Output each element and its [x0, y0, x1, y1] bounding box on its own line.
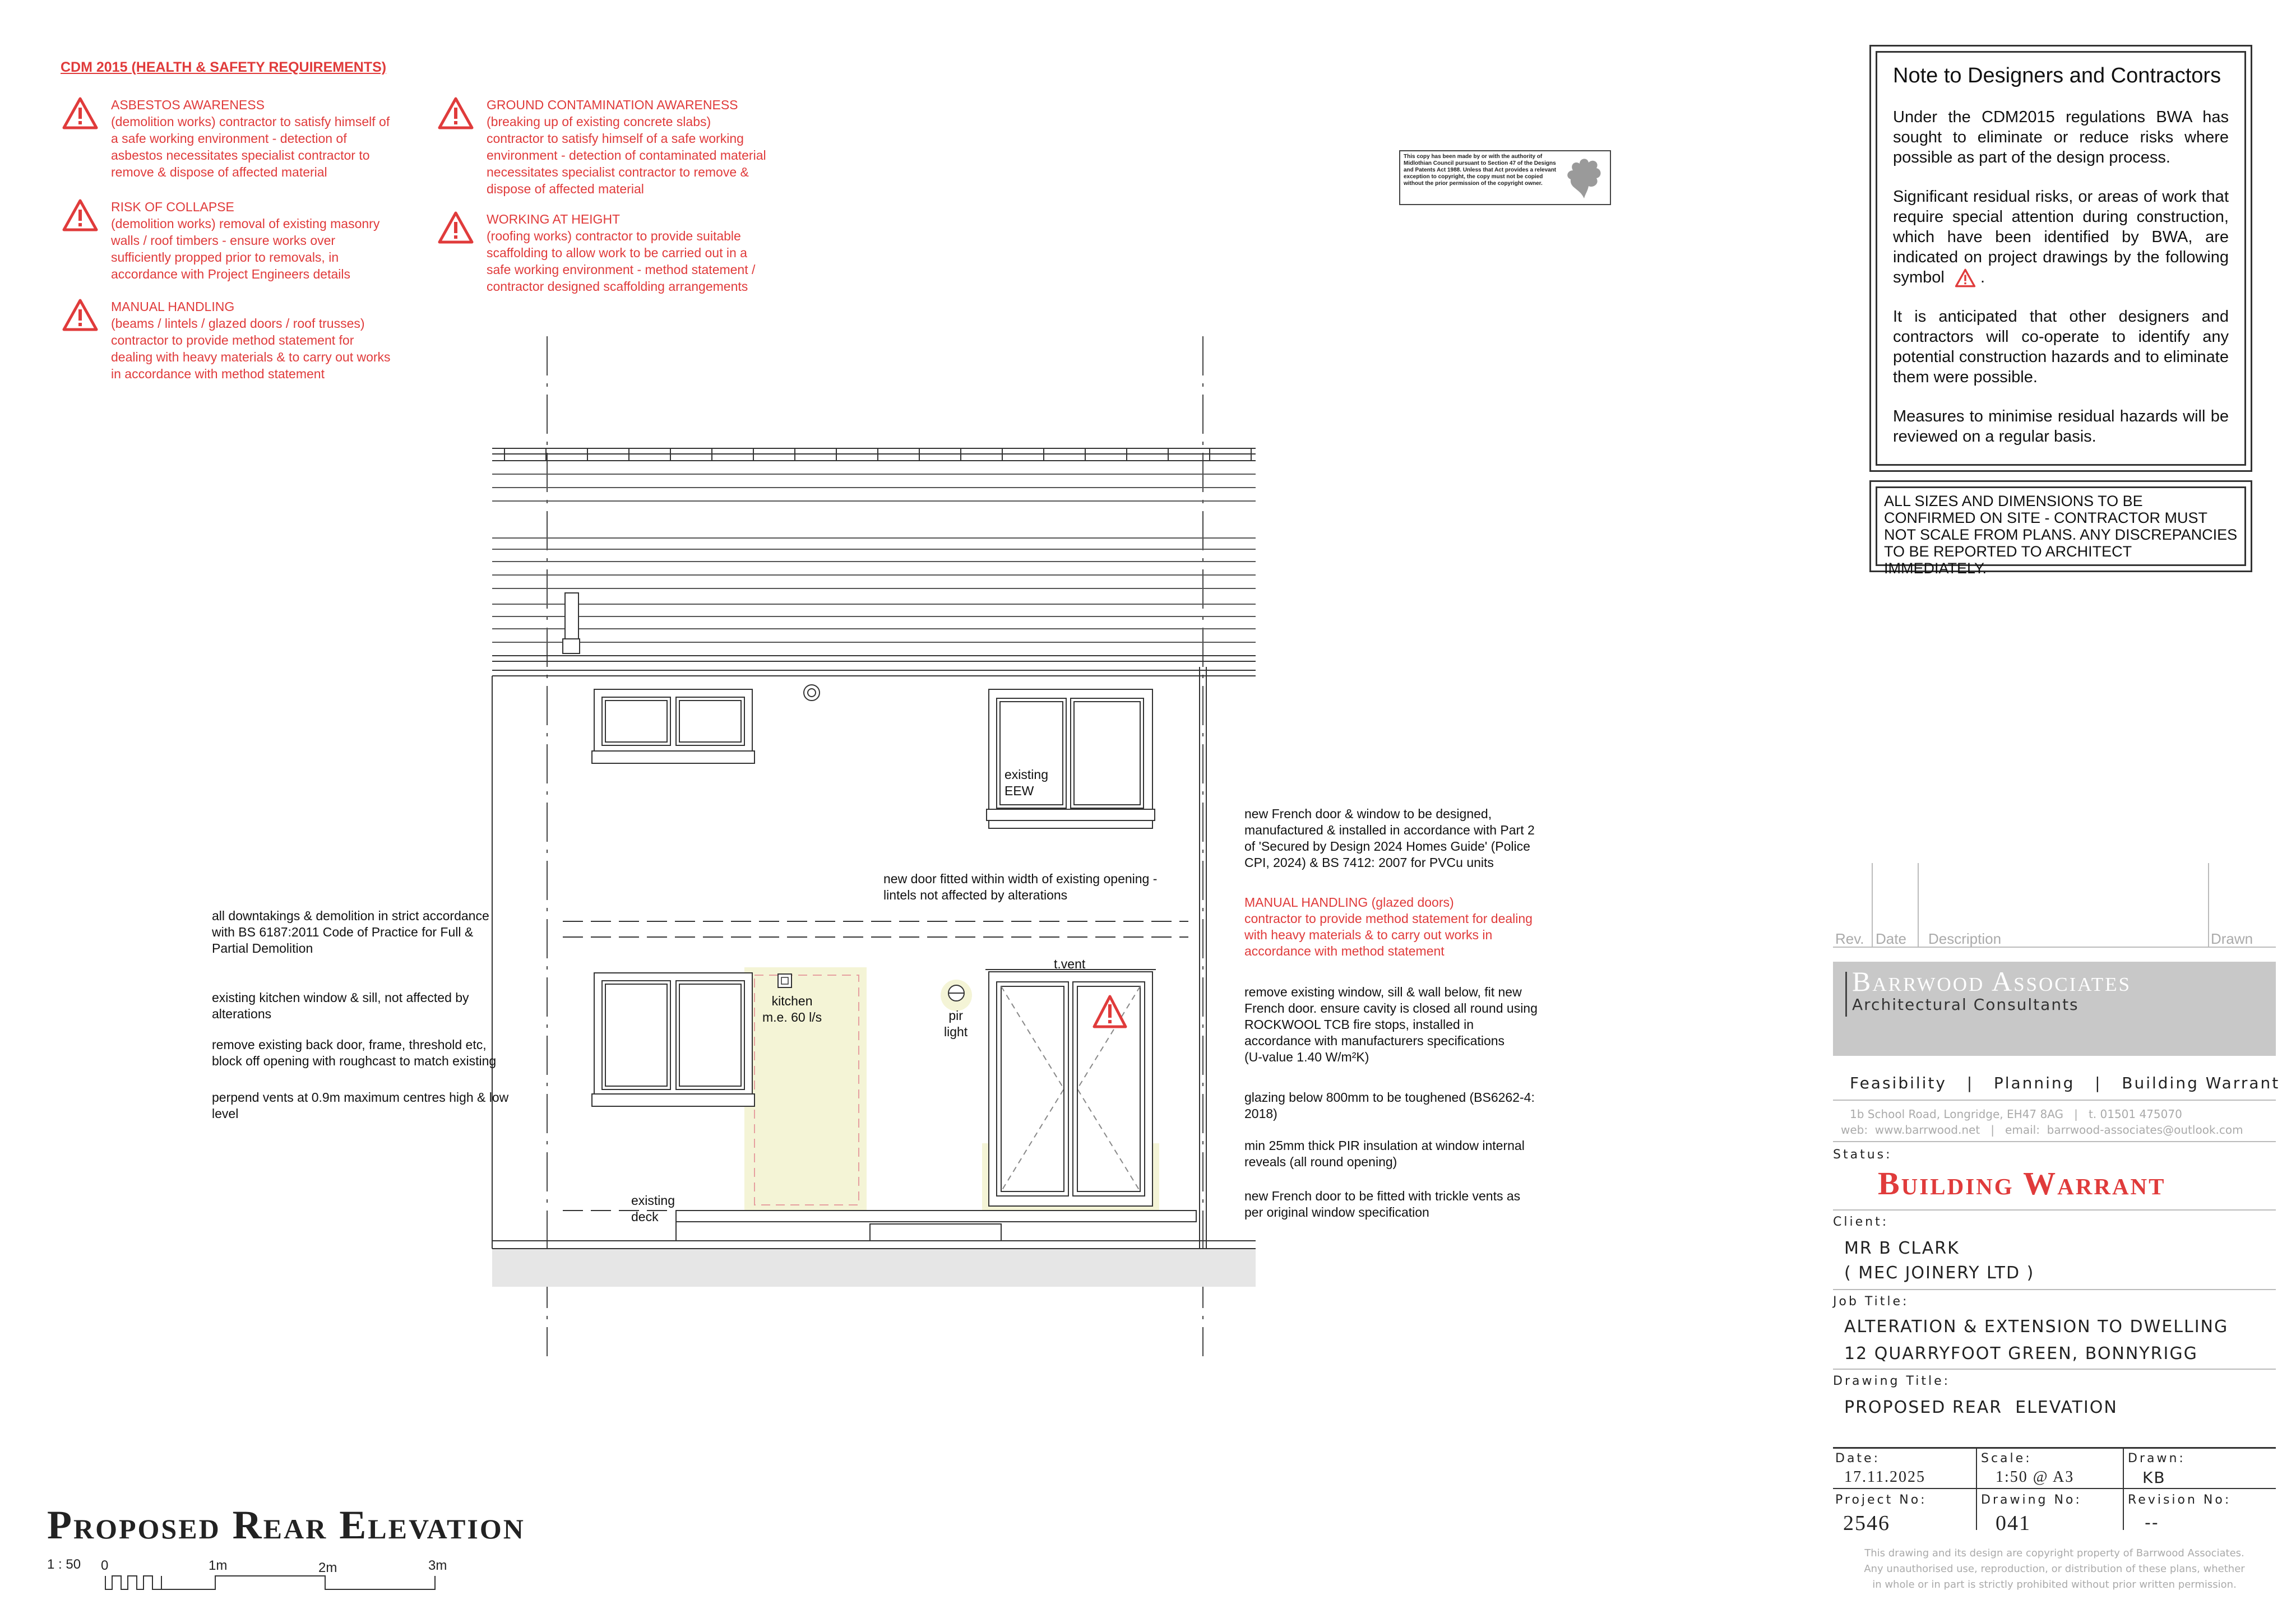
scale-bar-graphic — [105, 1576, 435, 1589]
project-no-value: 2546 — [1843, 1511, 1890, 1535]
hazard-text: WORKING AT HEIGHT (roofing works) contractor to provide suitable scaffolding to allow work to be carried out in a safe working environment - method statement / contractor designed scaffolding arrangements — [487, 212, 756, 294]
french-door-design-note: new French door & window to be designed, manufactured & installed in accordance with Part 2 of 'Secured by Design 2024 Homes Guide' (Police CPI, 2024) & BS 7412: 2007 for PVCu units — [1244, 806, 1535, 870]
french-doors — [985, 970, 1156, 1206]
services-line: Feasibility | Planning | Building Warrant — [1850, 1074, 2280, 1092]
firm-subtitle: Architectural Consultants — [1852, 995, 2079, 1014]
designers-note-p4: Measures to minimise residual hazards will be reviewed on a regular basis. — [1893, 407, 2229, 446]
job-title-line-2: 12 QUARRYFOOT GREEN, BONNYRIGG — [1844, 1344, 2198, 1364]
designers-note-p3: It is anticipated that other designers and contractors will co-operate to identify any potential construction hazards and to eliminate them were possible. — [1893, 308, 2229, 387]
client-company: ( MEC JOINERY LTD ) — [1844, 1263, 2035, 1283]
drawing-no-label: Drawing No: — [1981, 1493, 2082, 1507]
hazard-text: ASBESTOS AWARENESS (demolition works) contractor to satisfy himself of a safe working environment - detection of asbestos necessitates specialist contractor to remove & dispose of affected material — [111, 98, 390, 179]
client-divider — [1833, 1289, 2276, 1290]
kitchen-extract-label: kitchen m.e. 60 l/s — [762, 994, 822, 1024]
revision-no-label: Revision No: — [2128, 1493, 2232, 1507]
rev-header-rev: Rev. — [1835, 930, 1864, 947]
hazard-text: RISK OF COLLAPSE (demolition works) removal of existing masonry walls / roof timbers - ensure works over sufficiently propped prior to removals, in accordance with Project Engineers details — [111, 200, 380, 281]
info-grid-lines — [1833, 1447, 2276, 1531]
firm-band-divider — [1845, 972, 1847, 1017]
remove-window-note: remove existing window, sill & wall below, fit new French door. ensure cavity is closed all round using ROCKWOOL TCB fire stops, installed in accordance with manufacturers specifications (U-value 1.40 W/m²K) — [1244, 985, 1538, 1064]
existing-eew-label: existing EEW — [1004, 767, 1048, 798]
designers-note-p2: Significant residual risks, or areas of work that require special attention during construction, which have been identified by BWA, are indicated on project drawings by the following symbol . — [1893, 187, 2229, 287]
scale-ratio: 1 : 50 — [47, 1557, 81, 1572]
perpend-vents-note: perpend vents at 0.9m maximum centres high & low level — [212, 1090, 509, 1121]
roof-tile-courses — [492, 474, 1256, 642]
downtakings-note: all downtakings & demolition in strict accordance with BS 6187:2011 Code of Practice for Full & Partial Demolition — [212, 908, 489, 956]
sizes-note-text: ALL SIZES AND DIMENSIONS TO BE CONFIRMED ON SITE - CONTRACTOR MUST NOT SCALE FROM PLANS. ANY DISCREPANCIES TO BE REPORTED TO ARCHITECT IMMEDIATELY. — [1876, 486, 2246, 566]
trickle-vents-note: new French door to be fitted with trickle vents as per original window specification — [1244, 1189, 1521, 1219]
scale-label: Scale: — [1981, 1452, 2032, 1466]
scale-label-2: 2m — [318, 1560, 337, 1575]
drawing-title-value: PROPOSED REAR ELEVATION — [1844, 1398, 2118, 1417]
status-label: Status: — [1833, 1148, 1892, 1162]
upper-right-window-eew — [987, 689, 1155, 828]
designers-note-heading: Note to Designers and Contractors — [1893, 64, 2221, 87]
scale-label-0: 0 — [101, 1558, 109, 1573]
firm-name: Barrwood Associates — [1852, 966, 2131, 997]
kitchen-window-note: existing kitchen window & sill, not affected by alterations — [212, 990, 469, 1021]
address-divider — [1833, 1141, 2276, 1142]
cdm-title: CDM 2015 (HEALTH & SAFETY REQUIREMENTS) — [61, 59, 387, 75]
pir-insulation-note: min 25mm thick PIR insulation at window internal reveals (all round opening) — [1244, 1138, 1525, 1169]
firm-web-email: web: www.barrwood.net | email: barrwood-associates@outlook.com — [1841, 1123, 2243, 1137]
date-value: 17.11.2025 — [1844, 1468, 1925, 1486]
drawn-value: KB — [2142, 1468, 2166, 1487]
date-label: Date: — [1835, 1452, 1880, 1466]
project-no-label: Project No: — [1835, 1493, 1927, 1507]
client-name: MR B CLARK — [1844, 1239, 1960, 1258]
designers-note-p1: Under the CDM2015 regulations BWA has sought to eliminate or reduce risks where possible as part of the design process. — [1893, 108, 2229, 166]
kitchen-window — [592, 973, 754, 1106]
client-label: Client: — [1833, 1215, 1889, 1229]
manual-handling-glazed-note: MANUAL HANDLING (glazed doors) contractor to provide method statement for dealing with heavy materials & to carry out works in accordance with method statement — [1244, 895, 1533, 958]
drawn-label: Drawn: — [2128, 1452, 2186, 1466]
pir-light-icon — [948, 985, 964, 1001]
status-value: Building Warrant — [1878, 1165, 2166, 1202]
job-title-line-1: ALTERATION & EXTENSION TO DWELLING — [1844, 1317, 2229, 1337]
job-divider — [1833, 1369, 2276, 1370]
eaves-lines — [492, 656, 1256, 676]
wall-light-fitting — [804, 685, 820, 701]
job-title-label: Job Title: — [1833, 1295, 1909, 1309]
rev-header-drawn: Drawn — [2211, 930, 2253, 947]
gutter — [492, 448, 1256, 461]
rev-header-description: Description — [1928, 930, 2002, 947]
pir-light-label: pir light — [944, 1008, 968, 1039]
lintel-dashed-lines — [563, 921, 1188, 937]
drawing-title-label: Drawing Title: — [1833, 1374, 1951, 1388]
copyright-notice: This drawing and its design are copyright property of Barrwood Associates. Any unauthorised use, reproduction, or distribution of these plans, whether in whole or in part is strictly prohibited without prior written permission. — [1864, 1547, 2245, 1590]
upper-left-window — [592, 689, 754, 763]
glazing-note: glazing below 800mm to be toughened (BS6262-4: 2018) — [1244, 1090, 1535, 1121]
new-door-width-note: new door fitted within width of existing opening - lintels not affected by alterations — [883, 871, 1158, 902]
scale-label-1: 1m — [209, 1558, 228, 1573]
services-divider — [1833, 1100, 2276, 1101]
scale-label-3: 3m — [428, 1558, 447, 1573]
hazard-text: GROUND CONTAMINATION AWARENESS (breaking up of existing concrete slabs) contractor to satisfy himself of a safe working environment - detection of contaminated material necessitates specialist contractor to remove & dispose of affected material — [487, 98, 766, 196]
trickle-vent-label: t.vent — [1054, 957, 1086, 971]
hazard-text: MANUAL HANDLING (beams / lintels / glazed doors / roof trusses) contractor to provide method statement for dealing with heavy materials & to carry out works in accordance with method statement — [111, 299, 391, 381]
back-door-note: remove existing back door, frame, threshold etc, block off opening with roughcast to match existing — [212, 1037, 497, 1068]
status-divider — [1833, 1209, 2276, 1211]
copyright-stamp-text: This copy has been made by or with the authority of Midlothian Council pursuant to Section 47 of the Designs and Patents Act 1988. Unless that Act provides a relevant exception to copyright, the copy must not be copied without the prior permission of the copyright owner. — [1404, 154, 1557, 187]
soil-vent-pipe — [563, 593, 580, 653]
designers-note-p2-text: Significant residual risks, or areas of work that require special attention during construction, which have been identified by BWA, are indicated on project drawings by the following symbol — [1893, 188, 2229, 286]
existing-deck-label: existing deck — [631, 1193, 675, 1224]
drawing-title: Proposed Rear Elevation — [47, 1503, 525, 1547]
rev-header-date: Date — [1876, 930, 1906, 947]
revision-no-value: -- — [2145, 1513, 2159, 1533]
ground-fill — [492, 1249, 1256, 1287]
firm-address: 1b School Road, Longridge, EH47 8AG | t. 01501 475070 — [1850, 1107, 2182, 1121]
scale-value: 1:50 @ A3 — [1996, 1468, 2075, 1486]
drawing-no-value: 041 — [1996, 1511, 2031, 1535]
extract-fan-icon — [778, 974, 791, 987]
